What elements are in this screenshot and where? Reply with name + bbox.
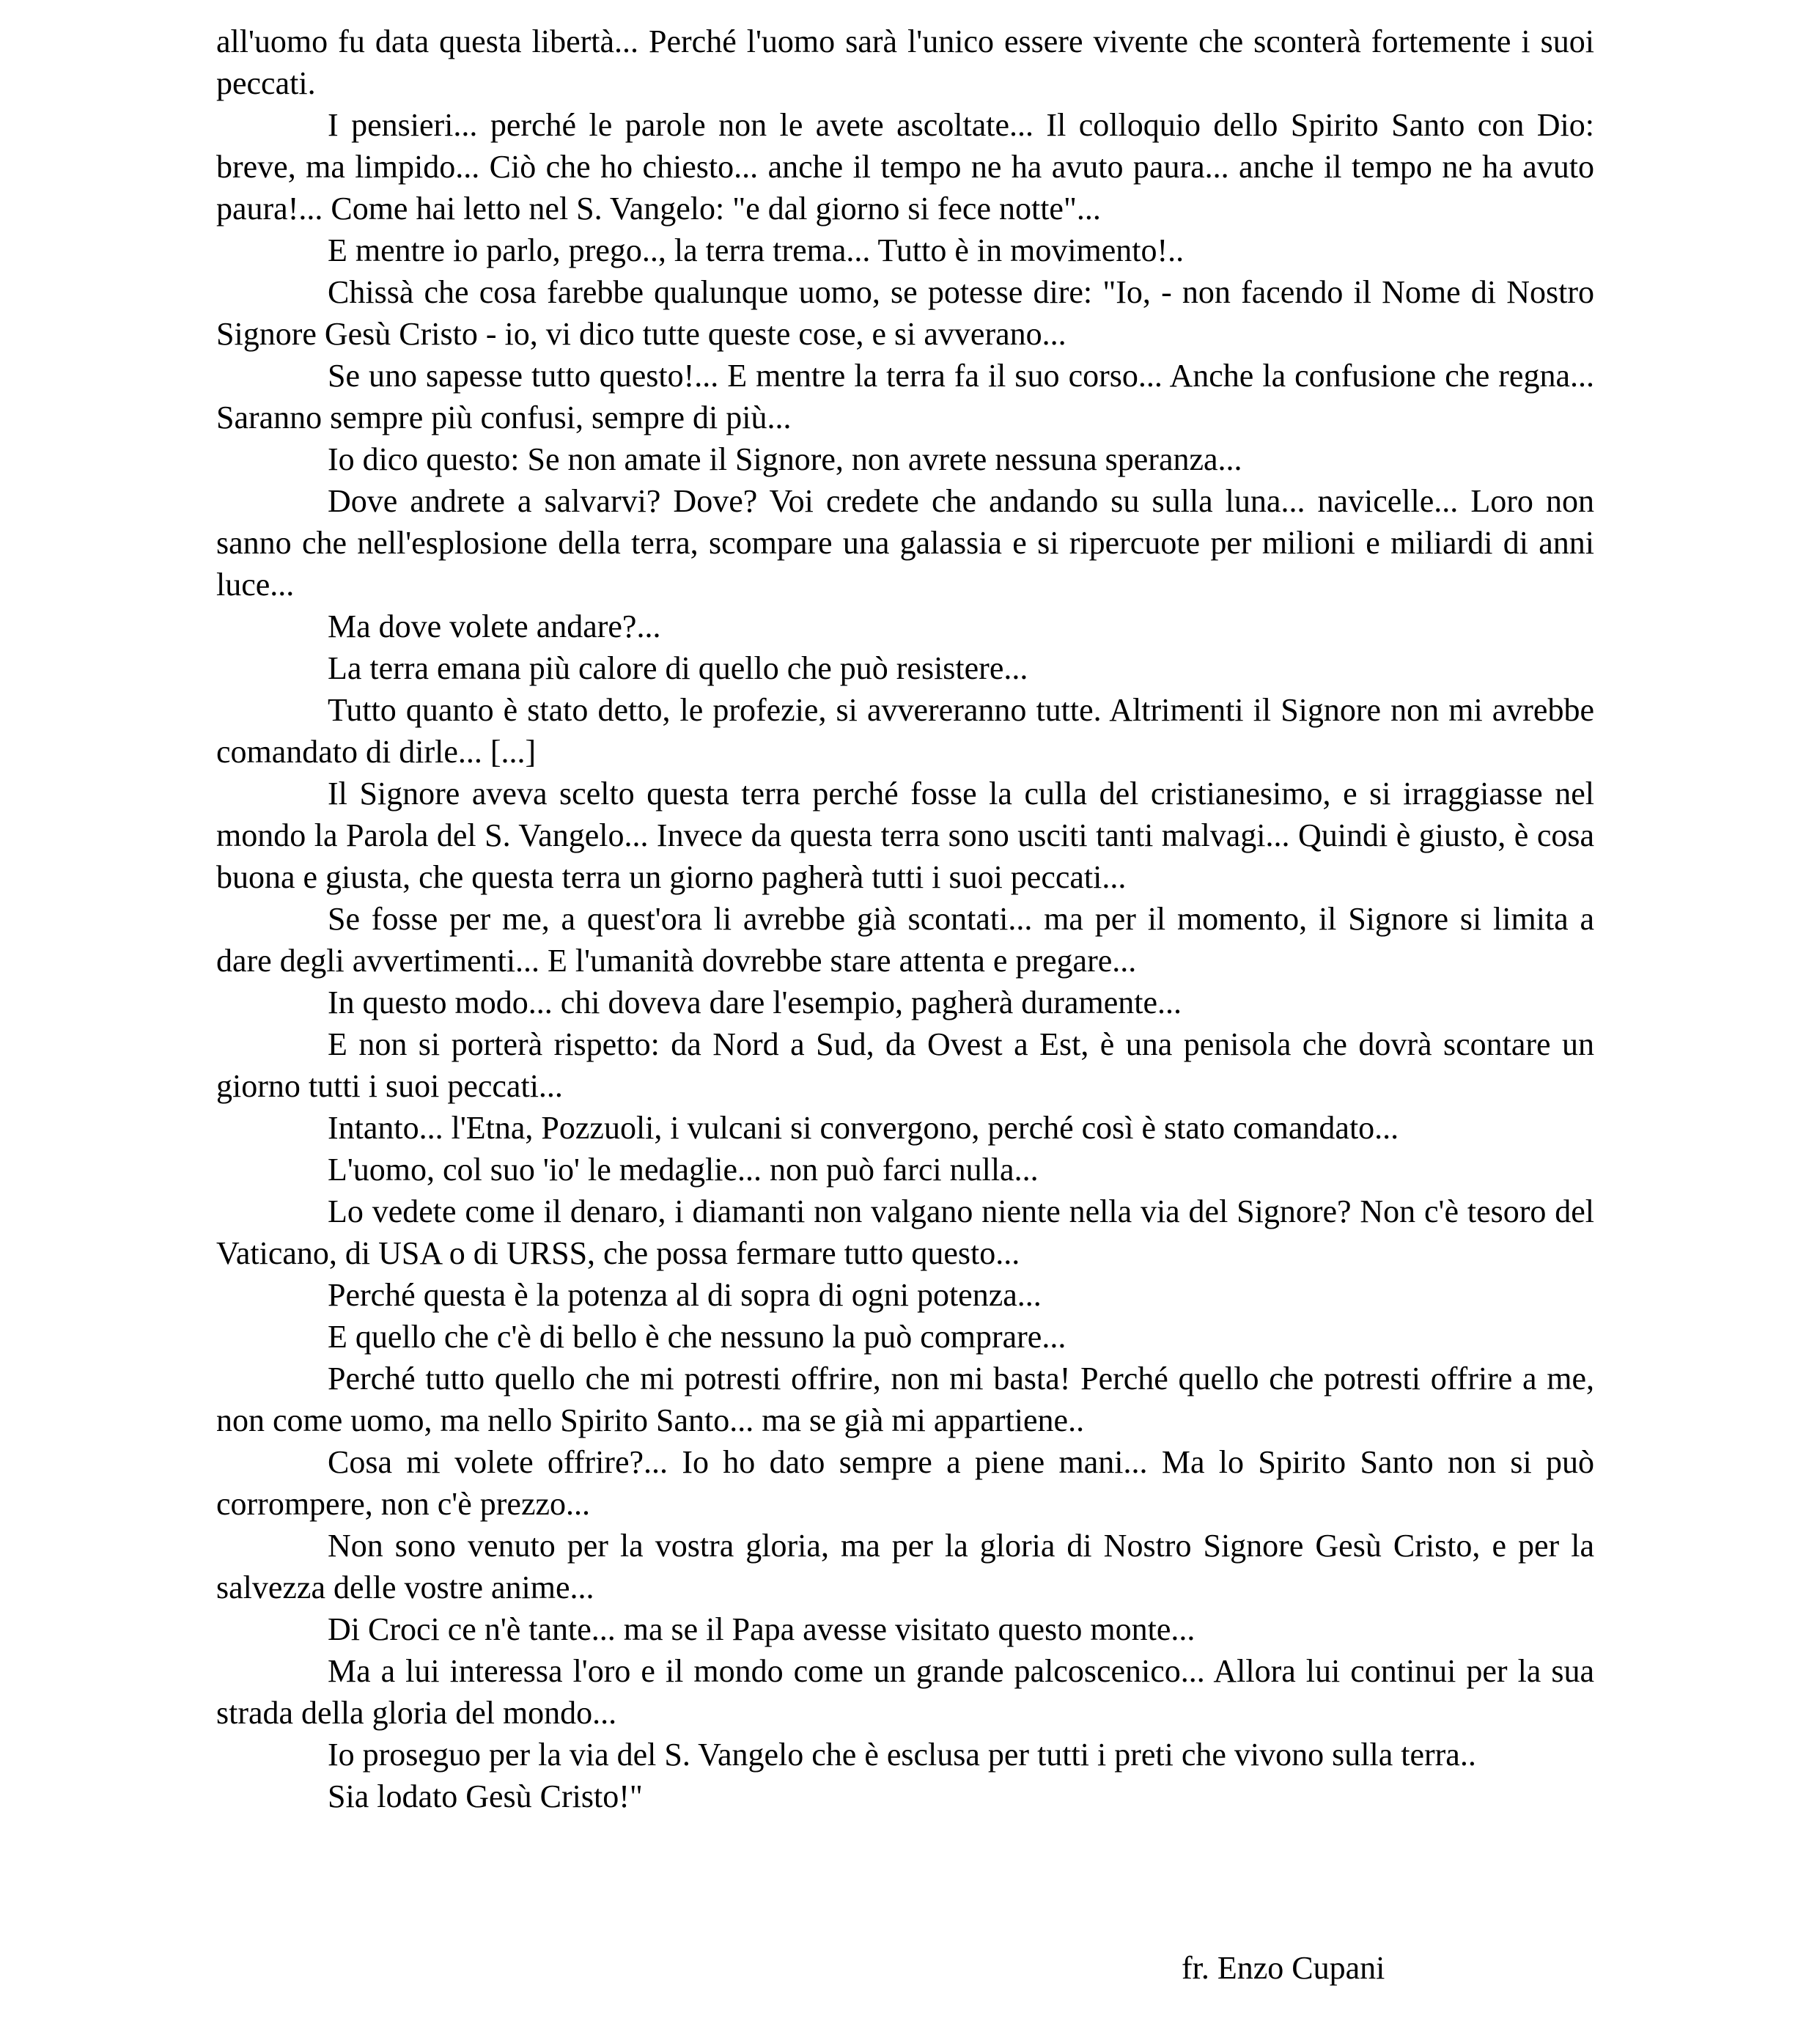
paragraph: Lo vedete come il denaro, i diamanti non valgano niente nella via del Signore? Non c'è tesoro del Vaticano, di USA o di URSS, che possa fermare tutto questo... — [216, 1193, 1594, 1271]
paragraph: I pensieri... perché le parole non le avete ascoltate... Il colloquio dello Spirito Santo con Dio: breve, ma limpido... Ciò che ho chiesto... anche il tempo ne ha avuto paura... anche il tempo ne ha avuto paura!... Come hai letto nel S. Vangelo: "e dal giorno si fece notte"... — [216, 107, 1594, 227]
paragraph: Ma a lui interessa l'oro e il mondo come un grande palcoscenico... Allora lui continui per la sua strada della gloria del mondo... — [216, 1653, 1594, 1731]
paragraph: E non si porterà rispetto: da Nord a Sud, da Ovest a Est, è una penisola che dovrà scontare un giorno tutti i suoi peccati... — [216, 1026, 1594, 1104]
paragraph: all'uomo fu data questa libertà... Perché l'uomo sarà l'unico essere vivente che sconterà fortemente i suoi peccati. — [216, 23, 1594, 101]
paragraph: Intanto... l'Etna, Pozzuoli, i vulcani si convergono, perché così è stato comandato... — [328, 1110, 1399, 1146]
paragraph: Perché tutto quello che mi potresti offrire, non mi basta! Perché quello che potresti offrire a me, non come uomo, ma nello Spirito Santo... ma se già mi appartiene.. — [216, 1361, 1594, 1438]
paragraph: La terra emana più calore di quello che può resistere... — [328, 650, 1028, 686]
document-body — [216, 21, 1594, 1817]
paragraph: Chissà che cosa farebbe qualunque uomo, se potesse dire: "Io, - non facendo il Nome di Nostro Signore Gesù Cristo - io, vi dico tutte queste cose, e si avverano... — [216, 274, 1594, 352]
paragraph: Sia lodato Gesù Cristo!" — [328, 1778, 643, 1814]
paragraph: L'uomo, col suo 'io' le medaglie... non può farci nulla... — [328, 1152, 1039, 1188]
paragraph: E mentre io parlo, prego.., la terra trema... Tutto è in movimento!.. — [328, 232, 1185, 268]
paragraph: Di Croci ce n'è tante... ma se il Papa avesse visitato questo monte... — [328, 1611, 1195, 1647]
paragraph: Ma dove volete andare?... — [328, 608, 661, 644]
paragraph: In questo modo... chi doveva dare l'esempio, pagherà duramente... — [328, 985, 1182, 1020]
paragraph: Se uno sapesse tutto questo!... E mentre la terra fa il suo corso... Anche la confusione che regna... Saranno sempre più confusi, sempre di più... — [216, 358, 1594, 435]
signature: fr. Enzo Cupani — [1182, 1950, 1385, 1986]
paragraph: Cosa mi volete offrire?... Io ho dato sempre a piene mani... Ma lo Spirito Santo non si può corrompere, non c'è prezzo... — [216, 1444, 1594, 1522]
paragraph: E quello che c'è di bello è che nessuno la può comprare... — [328, 1319, 1066, 1355]
paragraph: Perché questa è la potenza al di sopra di ogni potenza... — [328, 1277, 1042, 1313]
paragraph: Io dico questo: Se non amate il Signore, non avrete nessuna speranza... — [328, 441, 1242, 477]
paragraph: Il Signore aveva scelto questa terra perché fosse la culla del cristianesimo, e si irraggiasse nel mondo la Parola del S. Vangelo... Invece da questa terra sono usciti tanti malvagi... Quindi è giusto, è cosa buona e giusta, che questa terra un giorno pagherà tutti i suoi peccati... — [216, 776, 1594, 895]
paragraph: Non sono venuto per la vostra gloria, ma per la gloria di Nostro Signore Gesù Cristo, e per la salvezza delle vostre anime... — [216, 1528, 1594, 1605]
paragraph: Tutto quanto è stato detto, le profezie, si avvereranno tutte. Altrimenti il Signore non mi avrebbe comandato di dirle... [...] — [216, 692, 1594, 770]
paragraph: Dove andrete a salvarvi? Dove? Voi credete che andando su sulla luna... navicelle... Loro non sanno che nell'esplosione della terra, scompare una galassia e si ripercuote per milioni e miliardi di anni luce... — [216, 483, 1594, 603]
paragraph: Io proseguo per la via del S. Vangelo che è esclusa per tutti i preti che vivono sulla terra.. — [328, 1737, 1476, 1773]
paragraph: Se fosse per me, a quest'ora li avrebbe già scontati... ma per il momento, il Signore si limita a dare degli avvertimenti... E l'umanità dovrebbe stare attenta e pregare... — [216, 901, 1594, 979]
